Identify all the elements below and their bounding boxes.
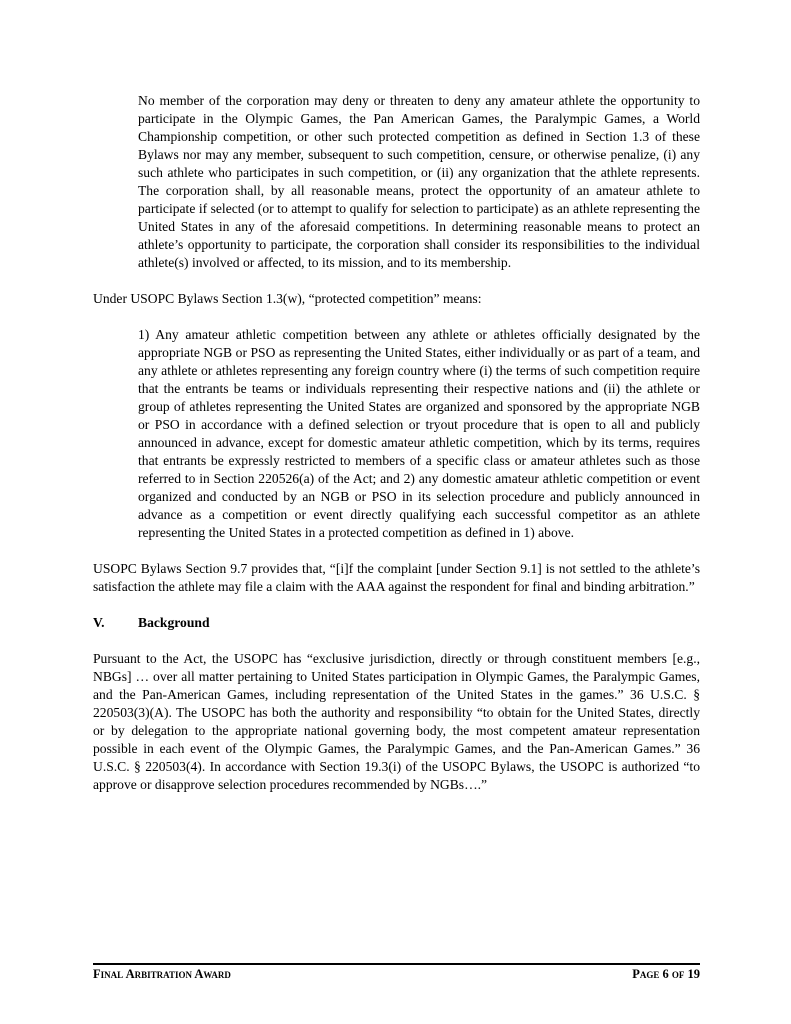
paragraph-section-9-7: USOPC Bylaws Section 9.7 provides that, “[i]f the complaint [under Section 9.1] is not settled to the athlete’s satisfaction the athlete may file a claim with the AAA against the respondent for final and binding arbitration.” (93, 561, 700, 594)
blockquote-protected-competition-definition: 1) Any amateur athletic competition between any athlete or athletes officially designated by the appropriate NGB or PSO as representing the United States, either individually or as part of a team, and any athlete or athletes representing any foreign country where (i) the terms of such competition require that the entrants be teams or individuals representing their respective nations and (ii) the athlete or group of athletes representing the United States are organized and sponsored by the appropriate NGB or PSO in accordance with a defined selection or tryout procedure that is open to all and publicly announced in advance, except for domestic amateur athletic competition, which by its terms, requires that entrants be expressly restricted to members of a specific class or amateur athletes such as those referred to in Section 220526(a) of the Act; and 2) any domestic amateur athletic competition or event organized and conducted by an NGB or PSO in its selection procedure and publicly announced in advance as a competition or event directly qualifying each successful competitor as an athlete representing the United States in a protected competition as defined in 1) above. (138, 327, 700, 540)
page-body (93, 92, 700, 812)
footer-document-title: Final Arbitration Award (93, 967, 231, 981)
section-heading-title: Background (138, 615, 210, 630)
blockquote-protected-opportunity: No member of the corporation may deny or threaten to deny any amateur athlete the opportunity to participate in the Olympic Games, the Pan American Games, the Paralympic Games, a World Championship competition, or other such protected competition as defined in Section 1.3 of these Bylaws nor may any member, subsequent to such competition, censure, or otherwise penalize, (i) any such athlete who participates in such competition, or (ii) any organization that the athlete represents. The corporation shall, by all reasonable means, protect the opportunity of an amateur athlete to participate if selected (or to attempt to qualify for selection to participate) as an athlete representing the United States in any of the aforesaid competitions. In determining reasonable means to protect an athlete’s opportunity to participate, the corporation shall consider its responsibilities to the individual athlete(s) involved or affected, to its mission, and to its membership. (138, 93, 700, 270)
section-heading-background (93, 614, 700, 632)
paragraph-protected-competition-intro: Under USOPC Bylaws Section 1.3(w), “protected competition” means: (93, 291, 482, 306)
paragraph-background: Pursuant to the Act, the USOPC has “exclusive jurisdiction, directly or through constituent members [e.g., NBGs] … over all matter pertaining to United States participation in Olympic Games, the Paralympic Games, and the Pan-American Games, including representation of the United States in the games.” 36 U.S.C. § 220503(3)(A). The USOPC has both the authority and responsibility “to obtain for the United States, directly or by delegation to the appropriate national governing body, the most competent amateur representation possible in each event of the Olympic Games, the Paralympic Games, and the Pan-American Games.” 36 U.S.C. § 220503(4). In accordance with Section 19.3(i) of the USOPC Bylaws, the USOPC is authorized “to approve or disapprove selection procedures recommended by NGBs….” (93, 651, 700, 792)
page-footer (93, 963, 700, 982)
section-heading-number: V. (93, 615, 105, 630)
footer-page-number: Page 6 of 19 (632, 967, 700, 981)
